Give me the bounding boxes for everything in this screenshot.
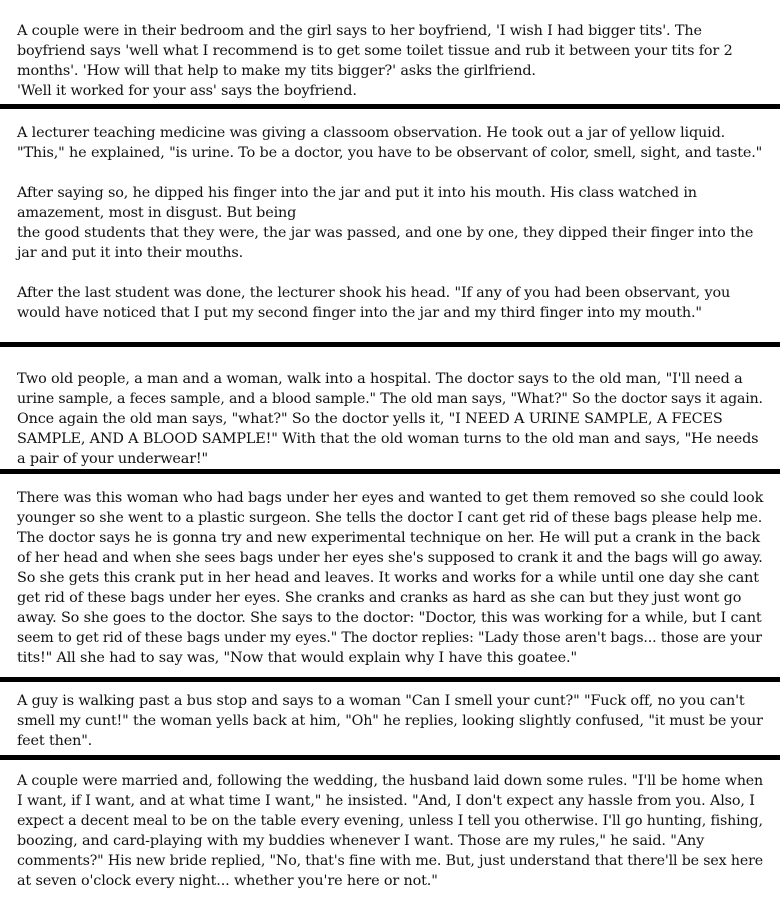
joke-line: So she gets this crank put in her head and leaves. It works and works for a while until one day she cant xyxy=(17,570,759,586)
joke-line: Once again the old man says, "what?" So the doctor yells it, "I NEED A URINE SAMPLE, A FECES xyxy=(17,411,723,427)
divider xyxy=(0,342,780,347)
divider xyxy=(0,104,780,109)
divider xyxy=(0,755,780,760)
joke-4 xyxy=(0,488,780,668)
joke-line: feet then". xyxy=(17,733,93,749)
divider xyxy=(0,677,780,682)
joke-line: There was this woman who had bags under her eyes and wanted to get them removed so she could look xyxy=(17,490,764,506)
divider xyxy=(0,469,780,474)
joke-2 xyxy=(0,123,780,323)
joke-line: A lecturer teaching medicine was giving a classoom observation. He took out a jar of yellow liquid. xyxy=(17,125,726,141)
joke-line: comments?" His new bride replied, "No, that's fine with me. But, just understand that there'll be sex here xyxy=(17,853,763,869)
joke-line: "This," he explained, "is urine. To be a doctor, you have to be observant of color, smell, sight, and taste." xyxy=(17,145,763,161)
joke-line: A couple were married and, following the wedding, the husband laid down some rules. "I'll be home when xyxy=(17,773,763,789)
joke-line: jar and put it into their mouths. xyxy=(17,245,244,261)
joke-line: get rid of these bags under her eyes. She cranks and cranks as hard as she can but they just wont go xyxy=(17,590,742,606)
joke-line: After the last student was done, the lecturer shook his head. "If any of you had been observant, you xyxy=(17,285,731,301)
joke-line: boozing, and card-playing with my buddies whenever I want. Those are my rules," he said. "Any xyxy=(17,833,705,849)
joke-line: smell my cunt!" the woman yells back at him, "Oh" he replies, looking slightly confused, "it must be your xyxy=(17,713,763,729)
joke-6 xyxy=(0,771,780,891)
joke-line: A couple were in their bedroom and the girl says to her boyfriend, 'I wish I had bigger tits'. The xyxy=(17,23,702,39)
joke-line: expect a decent meal to be on the table every evening, unless I tell you otherwise. I'll go hunting, fishing, xyxy=(17,813,763,829)
joke-line: After saying so, he dipped his finger into the jar and put it into his mouth. His class watched in xyxy=(17,185,697,201)
joke-line: seem to get rid of these bags under my eyes." The doctor replies: "Lady those aren't bags... those are your xyxy=(17,630,762,646)
joke-line: Two old people, a man and a woman, walk into a hospital. The doctor says to the old man, "I'll need a xyxy=(17,371,743,387)
joke-line: I want, if I want, and at what time I want," he insisted. "And, I don't expect any hassle from you. Also, I xyxy=(17,793,755,809)
joke-line: 'Well it worked for your ass' says the boyfriend. xyxy=(17,83,357,99)
joke-3 xyxy=(0,369,780,469)
blank-line xyxy=(17,263,763,283)
joke-line: A guy is walking past a bus stop and says to a woman "Can I smell your cunt?" "Fuck off, no you can't xyxy=(17,693,745,709)
joke-5 xyxy=(0,691,780,751)
joke-line: away. So she goes to the doctor. She says to the doctor: "Doctor, this was working for a while, but I cant xyxy=(17,610,762,626)
blank-line xyxy=(17,163,763,183)
joke-line: months'. 'How will that help to make my tits bigger?' asks the girlfriend. xyxy=(17,63,536,79)
joke-line: SAMPLE, AND A BLOOD SAMPLE!" With that the old woman turns to the old man and says, "He needs xyxy=(17,431,759,447)
joke-line: amazement, most in disgust. But being xyxy=(17,205,297,221)
joke-1 xyxy=(0,21,780,101)
joke-line: boyfriend says 'well what I recommend is to get some toilet tissue and rub it between your tits for 2 xyxy=(17,43,733,59)
joke-line: younger so she went to a plastic surgeon. She tells the doctor I cant get rid of these bags please help me. xyxy=(17,510,763,526)
joke-line: of her head and when she sees bags under her eyes she's supposed to crank it and the bags will go away. xyxy=(17,550,763,566)
joke-line: tits!" All she had to say was, "Now that would explain why I have this goatee." xyxy=(17,650,577,666)
joke-line: at seven o'clock every night... whether you're here or not." xyxy=(17,873,438,889)
joke-line: urine sample, a feces sample, and a blood sample." The old man says, "What?" So the doctor says it again. xyxy=(17,391,763,407)
joke-line: The doctor says he is gonna try and new experimental technique on her. He will put a crank in the back xyxy=(17,530,760,546)
joke-line: would have noticed that I put my second finger into the jar and my third finger into my mouth." xyxy=(17,305,702,321)
joke-line: the good students that they were, the jar was passed, and one by one, they dipped their finger into the xyxy=(17,225,754,241)
joke-line: a pair of your underwear!" xyxy=(17,451,209,467)
